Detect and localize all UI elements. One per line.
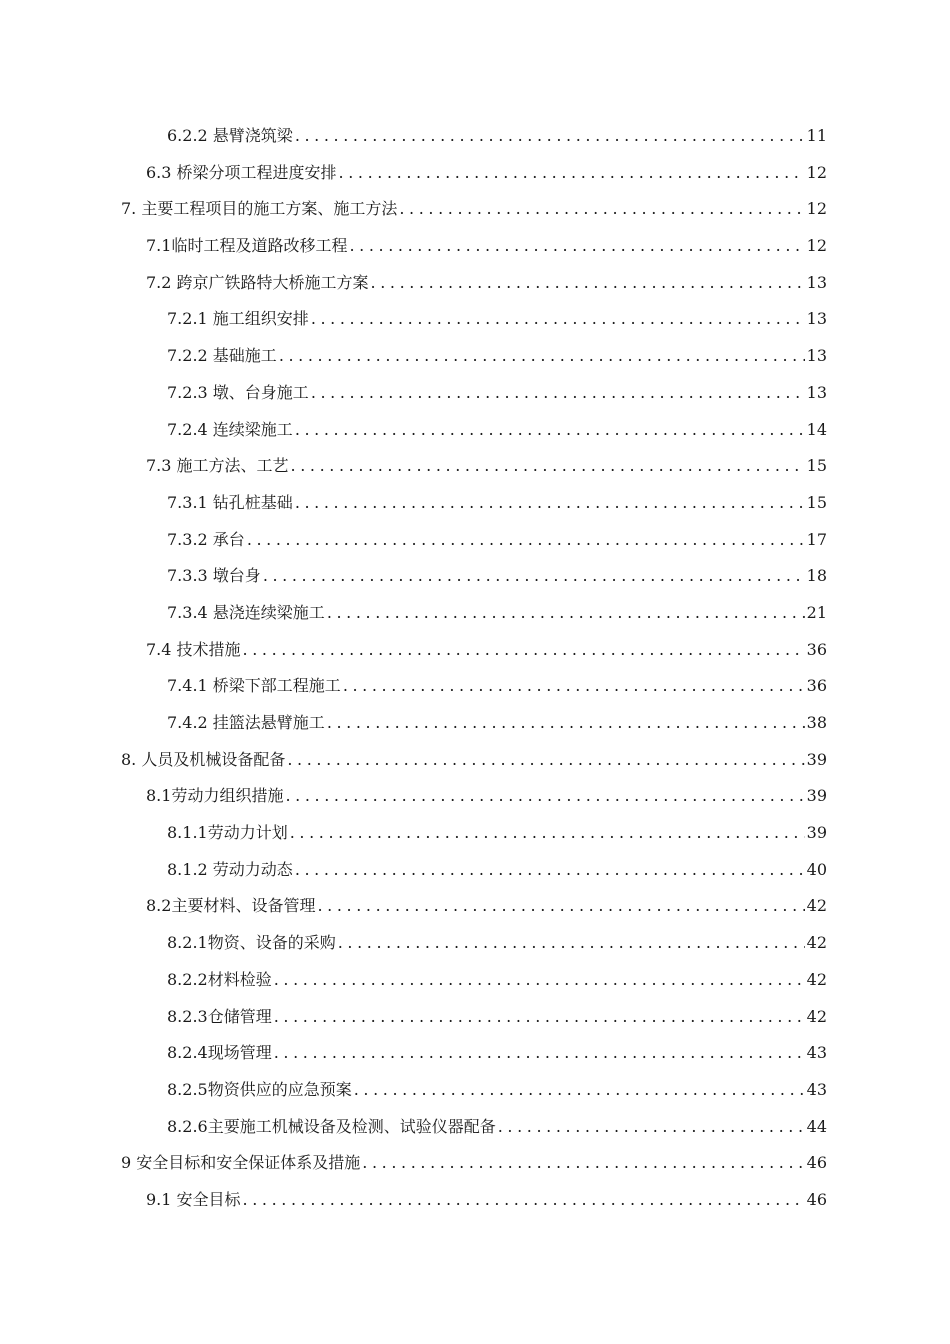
toc-entry-page-number: 12 bbox=[806, 199, 827, 219]
toc-entry-page-number: 43 bbox=[806, 1079, 827, 1099]
toc-entry-title: 9.1 安全目标 bbox=[146, 1189, 241, 1209]
toc-entry-title: 7.2 跨京广铁路特大桥施工方案 bbox=[146, 272, 369, 292]
toc-entry-title: 7.3.4 悬浇连续梁施工 bbox=[167, 602, 325, 622]
toc-entry[interactable] bbox=[0, 412, 950, 449]
toc-entry-title: 7.3.3 墩台身 bbox=[167, 566, 261, 586]
toc-dot-leader bbox=[317, 888, 804, 925]
toc-entry[interactable] bbox=[0, 595, 950, 632]
toc-entry-title: 7.1临时工程及道路改移工程 bbox=[146, 236, 348, 256]
toc-entry-page-number: 13 bbox=[806, 272, 827, 292]
toc-entry[interactable] bbox=[0, 191, 950, 228]
toc-entry-title: 7.2.1 施工组织安排 bbox=[167, 309, 309, 329]
toc-entry-title: 8.1劳动力组织措施 bbox=[146, 786, 284, 806]
toc-entry[interactable] bbox=[0, 1145, 950, 1182]
toc-entry-page-number: 36 bbox=[806, 676, 827, 696]
toc-entry[interactable] bbox=[0, 338, 950, 375]
toc-entry[interactable] bbox=[0, 705, 950, 742]
toc-entry-title: 7.2.2 基础施工 bbox=[167, 346, 277, 366]
toc-entry-page-number: 40 bbox=[806, 859, 827, 879]
toc-entry-page-number: 12 bbox=[806, 236, 827, 256]
toc-entry-title: 6.2.2 悬臂浇筑梁 bbox=[167, 126, 293, 145]
toc-entry-title: 7.2.3 墩、台身施工 bbox=[167, 382, 309, 402]
toc-entry-page-number: 12 bbox=[806, 162, 827, 182]
toc-entry-page-number: 42 bbox=[806, 933, 827, 953]
toc-entry-page-number: 17 bbox=[806, 529, 827, 549]
toc-dot-leader bbox=[338, 925, 805, 962]
toc-entry-title: 7.3.1 钻孔桩基础 bbox=[167, 492, 293, 512]
toc-dot-leader bbox=[243, 1182, 805, 1219]
toc-entry[interactable] bbox=[0, 999, 950, 1036]
toc-entry-title: 8.2.3仓储管理 bbox=[167, 1006, 272, 1026]
toc-entry[interactable] bbox=[0, 558, 950, 595]
toc-entry[interactable] bbox=[0, 118, 950, 155]
toc-entry-title: 7. 主要工程项目的施工方案、施工方法 bbox=[121, 199, 398, 219]
toc-entry[interactable] bbox=[0, 852, 950, 889]
toc-entry[interactable] bbox=[0, 1182, 950, 1219]
toc-entry-title: 8.1.2 劳动力动态 bbox=[167, 859, 293, 879]
toc-entry-title: 8.2.4现场管理 bbox=[167, 1043, 272, 1063]
toc-entry[interactable] bbox=[0, 742, 950, 779]
toc-entry-page-number: 42 bbox=[806, 1006, 827, 1026]
toc-entry[interactable] bbox=[0, 1072, 950, 1109]
toc-dot-leader bbox=[279, 338, 805, 375]
toc-entry[interactable] bbox=[0, 632, 950, 669]
toc-entry-page-number: 11 bbox=[806, 126, 827, 145]
toc-entry-title: 7.3.2 承台 bbox=[167, 529, 245, 549]
toc-dot-leader bbox=[290, 815, 805, 852]
toc-entry-page-number: 14 bbox=[806, 419, 827, 439]
toc-entry-page-number: 36 bbox=[806, 639, 827, 659]
toc-entry-page-number: 42 bbox=[806, 969, 827, 989]
toc-dot-leader bbox=[327, 705, 805, 742]
toc-entry-title: 8. 人员及机械设备配备 bbox=[121, 749, 286, 769]
toc-dot-leader bbox=[263, 558, 805, 595]
toc-entry-title: 7.4.1 桥梁下部工程施工 bbox=[167, 676, 341, 696]
toc-entry[interactable] bbox=[0, 962, 950, 999]
toc-entry-title: 8.2.1物资、设备的采购 bbox=[167, 933, 336, 953]
toc-dot-leader bbox=[327, 595, 805, 632]
toc-dot-leader bbox=[339, 155, 805, 192]
toc-entry-title: 8.2.2材料检验 bbox=[167, 969, 272, 989]
toc-dot-leader bbox=[295, 485, 805, 522]
toc-entry-title: 7.4 技术措施 bbox=[146, 639, 241, 659]
toc-entry-page-number: 21 bbox=[806, 602, 827, 622]
toc-entry-title: 8.2.5物资供应的应急预案 bbox=[167, 1079, 352, 1099]
toc-entry-title: 6.3 桥梁分项工程进度安排 bbox=[146, 162, 337, 182]
toc-entry-page-number: 39 bbox=[806, 823, 827, 843]
toc-entry[interactable] bbox=[0, 265, 950, 302]
toc-entry-page-number: 39 bbox=[806, 786, 827, 806]
toc-dot-leader bbox=[295, 412, 805, 449]
toc-dot-leader bbox=[311, 301, 805, 338]
toc-entry-page-number: 38 bbox=[806, 713, 827, 732]
toc-entry-page-number: 13 bbox=[806, 309, 827, 329]
table-of-contents bbox=[0, 118, 950, 1219]
toc-entry-page-number: 46 bbox=[806, 1153, 827, 1173]
toc-entry[interactable] bbox=[0, 301, 950, 338]
toc-entry[interactable] bbox=[0, 375, 950, 412]
toc-dot-leader bbox=[243, 632, 805, 669]
toc-entry-page-number: 39 bbox=[806, 749, 827, 769]
toc-entry[interactable] bbox=[0, 448, 950, 485]
toc-dot-leader bbox=[349, 228, 804, 265]
toc-entry[interactable] bbox=[0, 1109, 950, 1146]
toc-dot-leader bbox=[498, 1109, 805, 1146]
toc-entry-page-number: 15 bbox=[806, 456, 827, 476]
toc-entry-title: 7.3 施工方法、工艺 bbox=[146, 456, 289, 476]
toc-dot-leader bbox=[287, 742, 804, 779]
toc-entry-page-number: 46 bbox=[806, 1189, 827, 1209]
toc-entry[interactable] bbox=[0, 815, 950, 852]
toc-entry[interactable] bbox=[0, 485, 950, 522]
toc-entry-page-number: 42 bbox=[806, 896, 827, 916]
toc-entry-title: 7.2.4 连续梁施工 bbox=[167, 419, 293, 439]
toc-dot-leader bbox=[285, 778, 804, 815]
toc-entry[interactable] bbox=[0, 155, 950, 192]
toc-dot-leader bbox=[371, 265, 805, 302]
toc-entry[interactable] bbox=[0, 668, 950, 705]
toc-entry[interactable] bbox=[0, 925, 950, 962]
toc-dot-leader bbox=[354, 1072, 805, 1109]
toc-entry-page-number: 13 bbox=[806, 382, 827, 402]
toc-dot-leader bbox=[274, 999, 805, 1036]
toc-entry-title: 8.2主要材料、设备管理 bbox=[146, 896, 316, 916]
toc-entry[interactable] bbox=[0, 228, 950, 265]
toc-entry-title: 9 安全目标和安全保证体系及措施 bbox=[121, 1153, 361, 1173]
toc-dot-leader bbox=[399, 191, 804, 228]
toc-dot-leader bbox=[295, 118, 805, 155]
toc-entry-page-number: 13 bbox=[806, 346, 827, 366]
toc-entry[interactable] bbox=[0, 888, 950, 925]
toc-entry-title: 8.1.1劳动力计划 bbox=[167, 823, 288, 843]
toc-dot-leader bbox=[291, 448, 805, 485]
toc-entry-title: 8.2.6主要施工机械设备及检测、试验仪器配备 bbox=[167, 1116, 496, 1136]
toc-entry-page-number: 18 bbox=[806, 566, 827, 586]
toc-dot-leader bbox=[274, 1035, 805, 1072]
toc-entry[interactable] bbox=[0, 522, 950, 559]
toc-entry[interactable] bbox=[0, 1035, 950, 1072]
toc-dot-leader bbox=[343, 668, 805, 705]
toc-entry-page-number: 15 bbox=[806, 492, 827, 512]
toc-dot-leader bbox=[274, 962, 805, 999]
toc-dot-leader bbox=[247, 522, 805, 559]
toc-entry[interactable] bbox=[0, 778, 950, 815]
toc-entry-page-number: 43 bbox=[806, 1043, 827, 1063]
toc-entry-page-number: 44 bbox=[806, 1116, 827, 1136]
toc-entry-title: 7.4.2 挂篮法悬臂施工 bbox=[167, 713, 325, 732]
toc-dot-leader bbox=[295, 852, 805, 889]
toc-dot-leader bbox=[362, 1145, 804, 1182]
toc-dot-leader bbox=[311, 375, 805, 412]
